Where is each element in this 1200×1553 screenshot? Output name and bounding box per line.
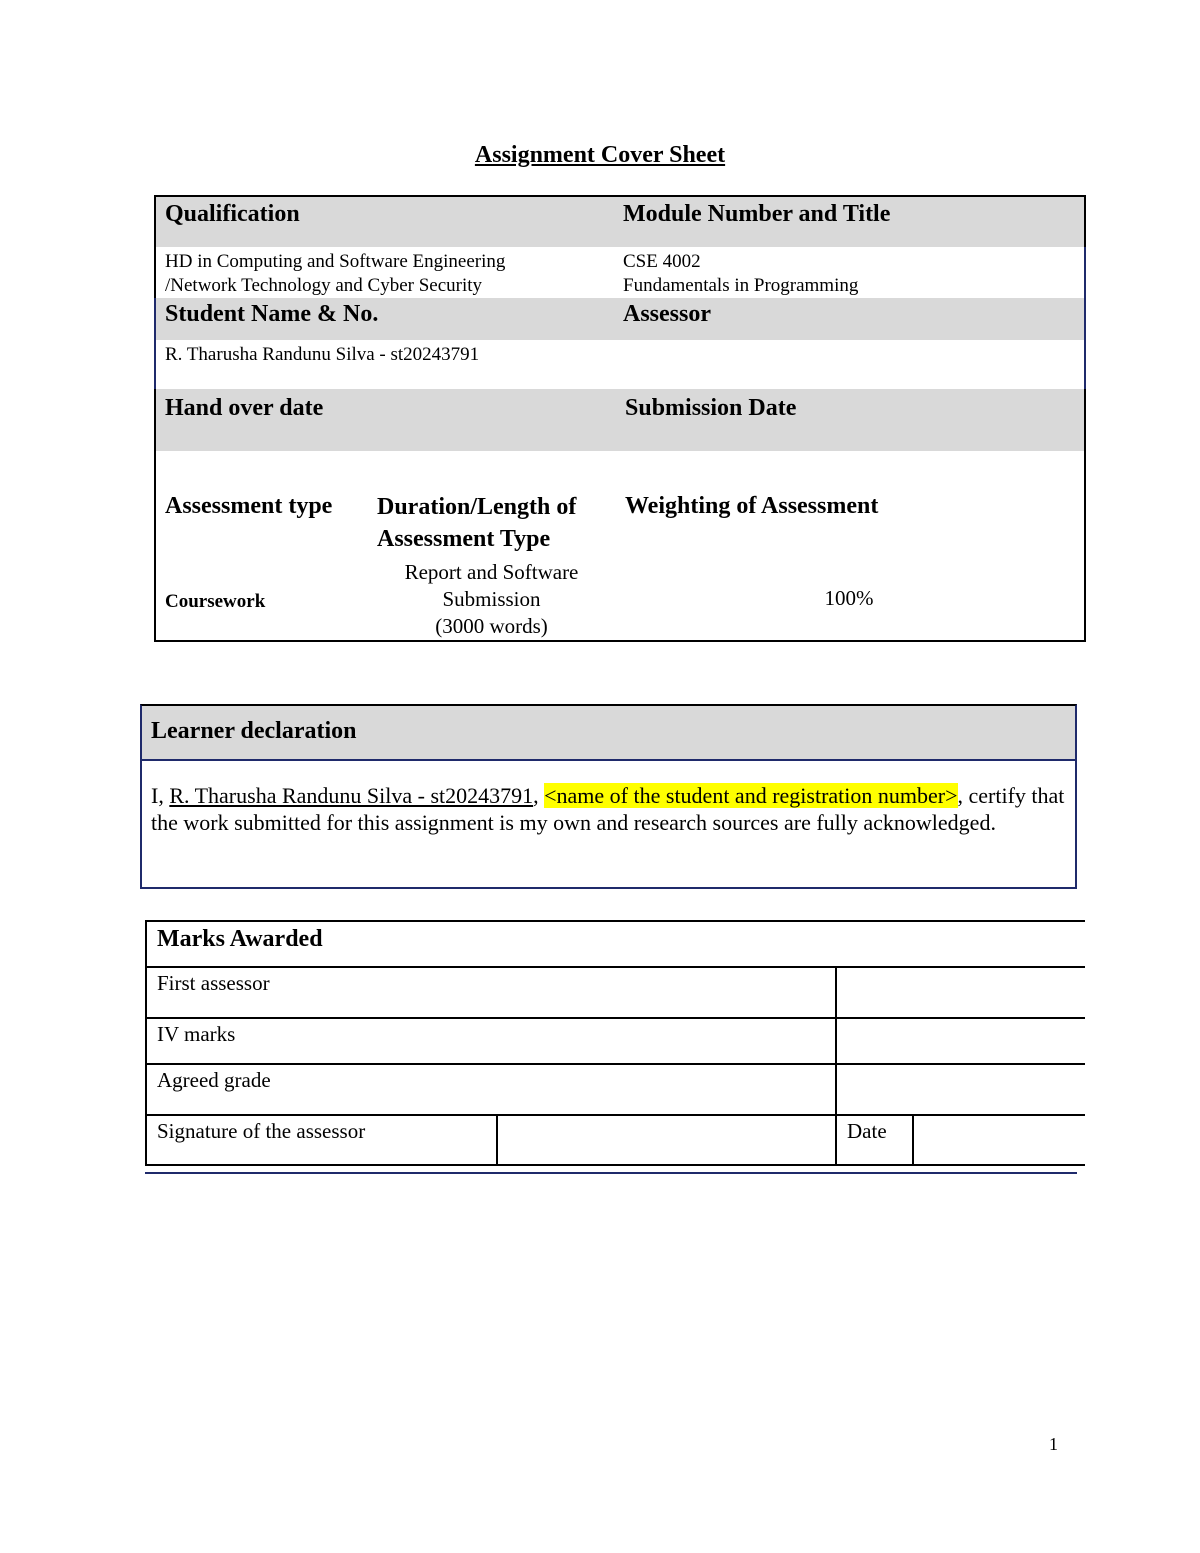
weighting-label: Weighting of Assessment	[625, 493, 879, 519]
duration-line3: (3000 words)	[435, 614, 548, 638]
iv-marks-label: IV marks	[157, 1022, 236, 1046]
module-code: CSE 4002	[623, 251, 701, 272]
handover-label: Hand over date	[154, 389, 618, 453]
duration-cell	[369, 489, 618, 642]
student-value: R. Tharusha Randunu Silva - st20243791	[154, 340, 616, 391]
qualification-line1: HD in Computing and Software Engineering	[165, 251, 506, 272]
marks-border-top	[145, 920, 1085, 922]
assessment-type-value: Coursework	[165, 591, 266, 612]
declaration-rest: , certify that the work submitted for this assignment is my own and research sources are fully acknowledged.	[151, 783, 1065, 835]
marks-col-divider	[912, 1114, 914, 1166]
declaration-prefix: I,	[151, 783, 170, 808]
assessor-value	[614, 340, 1086, 391]
declaration-student: R. Tharusha Randunu Silva - st20243791	[169, 783, 534, 808]
module-label: Module Number and Title	[614, 195, 1086, 249]
marks-row-divider	[145, 1017, 1085, 1019]
submission-label: Submission Date	[616, 389, 1086, 453]
qualification-line2: /Network Technology and Cyber Security	[165, 275, 483, 296]
submission-value	[616, 451, 1086, 491]
declaration-placeholder: <name of the student and registration number>	[544, 783, 958, 808]
learner-declaration	[140, 704, 1077, 889]
module-title: Fundamentals in Programming	[623, 275, 859, 296]
marks-heading: Marks Awarded	[157, 926, 323, 952]
marks-row-divider	[145, 966, 1085, 968]
duration-line2: Submission	[442, 587, 541, 611]
duration-label: Duration/Length of Assessment Type	[377, 494, 577, 552]
weighting-value: 100%	[824, 586, 874, 610]
date-label: Date	[847, 1119, 887, 1143]
declaration-text	[151, 782, 1066, 836]
assessor-label: Assessor	[614, 298, 1086, 342]
student-label: Student Name & No.	[154, 298, 616, 342]
duration-value	[369, 559, 614, 640]
declaration-heading: Learner declaration	[142, 706, 1075, 761]
agreed-grade-label: Agreed grade	[157, 1068, 271, 1092]
handover-value	[154, 451, 618, 491]
assessment-type-cell	[154, 489, 371, 642]
qualification-value	[154, 247, 616, 300]
module-value	[614, 247, 1086, 300]
marks-border-bottom	[145, 1164, 1085, 1166]
page-number: 1	[1049, 1434, 1058, 1454]
signature-label: Signature of the assessor	[157, 1119, 366, 1143]
qualification-label: Qualification	[154, 195, 616, 249]
first-assessor-label: First assessor	[157, 971, 270, 995]
page-title: Assignment Cover Sheet	[474, 142, 726, 168]
duration-line1: Report and Software	[404, 560, 579, 584]
marks-row-divider	[145, 1114, 1085, 1116]
weighting-cell	[616, 489, 1086, 642]
assessment-type-label: Assessment type	[165, 493, 333, 519]
marks-row-divider	[145, 1063, 1085, 1065]
marks-bottom-rule	[145, 1172, 1077, 1174]
marks-col-divider	[496, 1114, 498, 1166]
declaration-comma: ,	[533, 783, 545, 808]
